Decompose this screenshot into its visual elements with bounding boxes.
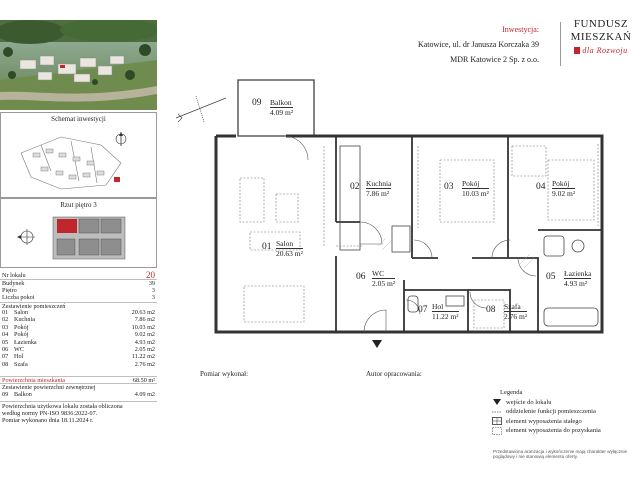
outdoor-area: 4.09 m2 <box>134 390 155 398</box>
room-name: WC <box>14 345 24 353</box>
legend-entrance-label: wejście do lokalu <box>506 398 552 406</box>
room-area: 9.02 m2 <box>134 331 155 339</box>
optional-element-icon <box>492 427 502 435</box>
author-label: Autor opracowania: <box>366 370 422 378</box>
plan-room-number: 03 <box>444 182 454 192</box>
unit-number-label: Nr lokalu <box>2 272 26 279</box>
entrance-marker-icon <box>372 340 382 348</box>
legend-disclaimer: Przedstawiona aranżacja i wykończenie mają charakter wyłącznie poglądowy i nie stanowią elementu oferty. <box>493 449 628 460</box>
logo-line1: FUNDUSZ <box>573 18 629 30</box>
plan-room-name: Szafa <box>504 302 521 311</box>
plan-room-label <box>432 302 459 321</box>
plan-room-label <box>564 269 591 288</box>
room-area: 4.93 m2 <box>134 338 155 346</box>
plan-room-area: 4.93 m² <box>564 278 591 288</box>
plan-room-name: Hol <box>432 302 444 311</box>
plan-room-number: 07 <box>418 305 428 315</box>
room-no: 02 <box>2 316 9 324</box>
plan-room-number: 04 <box>536 182 546 192</box>
room-no: 05 <box>2 338 9 346</box>
plan-room-area: 4.09 m² <box>270 108 294 117</box>
scheme-title: Schemat inwestycji <box>51 115 106 123</box>
legend-fixed-label: element wyposażenia stałego <box>506 417 582 425</box>
plan-room-area: 9.02 m² <box>552 189 576 198</box>
plan-room-label <box>552 179 575 198</box>
room-name: Hol <box>14 353 24 361</box>
plan-room-area: 20.63 m² <box>276 249 303 258</box>
outdoor-heading: Zestawienie powierzchni zewnętrznej <box>2 384 96 392</box>
dashed-line-icon <box>492 408 502 416</box>
room-no: 07 <box>2 353 9 361</box>
plan-room-name: Pokój <box>462 179 480 188</box>
plan-room-name: Pokój <box>552 179 570 188</box>
room-name: Szafa <box>14 360 28 368</box>
investment-address: Katowice, ul. dr Janusza Korczaka 39 <box>417 40 539 49</box>
room-no: 03 <box>2 323 9 331</box>
rooms-heading: Zestawienie pomieszczeń <box>2 302 66 310</box>
logo-line2: MIESZKAŃ <box>570 31 632 43</box>
plan-room-area: 2.76 m² <box>504 312 528 321</box>
triangle-down-icon <box>492 398 502 406</box>
fixed-element-icon <box>492 417 502 425</box>
legend-title: Legenda <box>500 389 523 396</box>
legend-optional <box>492 426 636 436</box>
separation-hatch <box>378 238 534 268</box>
plan-room-label <box>462 179 489 198</box>
outdoor-name: Balkon <box>14 390 32 398</box>
building-label: Budynek <box>2 280 25 288</box>
total-area-label: Powierzchnia mieszkania <box>2 377 66 385</box>
room-name: Łazienka <box>14 338 37 346</box>
rooms-count-value: 3 <box>151 294 155 302</box>
outer-walls <box>216 136 602 332</box>
floor-title: Rzut piętro 3 <box>60 201 97 209</box>
plan-room-name: WC <box>372 269 385 278</box>
logo-line3-text: dla Rozwoju <box>582 46 628 55</box>
outdoor-no: 09 <box>2 390 9 398</box>
building-value: 39 <box>148 280 155 288</box>
fixtures <box>340 146 598 326</box>
legend-fixed <box>492 417 636 427</box>
plan-room-label <box>366 179 391 198</box>
plan-room-number: 02 <box>350 182 360 192</box>
plan-room-name: Salon <box>276 239 294 248</box>
plan-room-label <box>372 269 395 288</box>
investor-label: Inwestycja: <box>502 25 539 34</box>
plan-room-name: Balkon <box>270 98 292 107</box>
room-name: Kuchnia <box>14 316 35 324</box>
plan-room-area: 11.22 m² <box>432 312 459 321</box>
room-area: 2.05 m2 <box>134 345 155 353</box>
area-note-line3: Pomiar wykonano dnia 18.11.2024 r. <box>2 416 94 424</box>
room-no: 01 <box>2 308 9 316</box>
plan-room-area: 10.03 m² <box>462 189 489 198</box>
plan-room-name: Łazienka <box>564 269 592 278</box>
room-area: 20.63 m2 <box>131 308 155 316</box>
rooms-count-label: Liczba pokoi <box>2 294 35 302</box>
inner-walls <box>336 136 602 332</box>
room-no: 06 <box>2 345 9 353</box>
plan-room-number: 09 <box>252 98 262 108</box>
area-note-line1: Powierzchnia użytkowa lokalu została obliczona <box>2 403 123 411</box>
plan-room-area: 2.05 m² <box>372 279 396 288</box>
plan-room-label <box>270 98 293 117</box>
floor-value: 3 <box>151 286 155 294</box>
plan-room-area: 7.86 m² <box>366 188 391 198</box>
measured-by: Pomiar wykonał: <box>200 370 249 378</box>
furniture <box>240 144 598 328</box>
room-area: 2.76 m2 <box>134 360 155 368</box>
area-note-line2: według normy PN-ISO 9836:2022-07. <box>2 410 98 418</box>
plan-room-label <box>276 239 303 258</box>
plan-room-number: 01 <box>262 242 272 252</box>
total-area-value: 68.50 m² <box>132 377 155 385</box>
room-area: 10.03 m2 <box>131 323 155 331</box>
legend-separation-label: oddzielenie funkcji pomieszczenia <box>506 408 596 415</box>
room-name: Salon <box>14 308 29 316</box>
room-name: Pokój <box>14 323 29 331</box>
room-area: 7.86 m2 <box>134 316 155 324</box>
plan-north-arrow-icon <box>176 96 226 122</box>
plan-room-label <box>504 302 527 321</box>
plan-room-name: Kuchnia <box>366 179 392 188</box>
plan-room-number: 05 <box>546 272 556 282</box>
room-name: Pokój <box>14 331 29 339</box>
company-name: MDR Katowice 2 Sp. z o.o. <box>450 55 539 64</box>
legend <box>492 388 636 436</box>
legend-entrance <box>492 398 636 408</box>
unit-number-value: 20 <box>146 270 155 280</box>
room-no: 08 <box>2 360 9 368</box>
floor-label: Piętro <box>2 286 17 294</box>
room-area: 11.22 m2 <box>131 353 155 361</box>
plan-room-number: 06 <box>356 272 366 282</box>
room-no: 04 <box>2 331 9 339</box>
plan-room-number: 08 <box>486 305 496 315</box>
legend-separation <box>492 407 636 417</box>
legend-optional-label: element wyposażenia do pozyskania <box>506 427 601 434</box>
